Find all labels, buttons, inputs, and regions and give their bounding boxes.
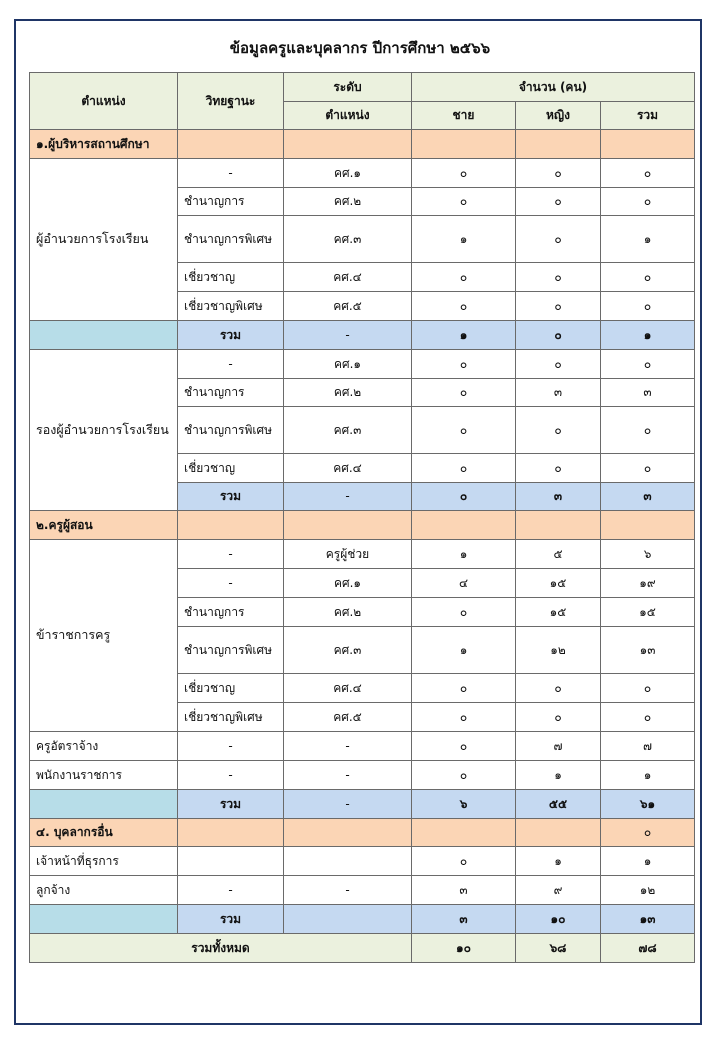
header-position: ตำแหน่ง <box>30 73 178 130</box>
male-cell: ๔ <box>412 569 516 598</box>
male-cell: ๐ <box>412 350 516 379</box>
total-cell: ๑ <box>601 847 695 876</box>
level-cell: - <box>284 321 412 350</box>
table-row <box>30 847 695 876</box>
table-row <box>30 761 695 790</box>
section-row <box>30 130 695 159</box>
level-cell: คศ.๔ <box>284 674 412 703</box>
male-cell: ๐ <box>412 732 516 761</box>
position-cell: ครูอัตราจ้าง <box>30 732 178 761</box>
table-row <box>30 159 695 188</box>
standing-cell: - <box>178 159 284 188</box>
female-cell: ๐ <box>516 350 601 379</box>
male-cell: ๐ <box>412 761 516 790</box>
male-cell: ๑ <box>412 216 516 263</box>
female-cell: ๓ <box>516 483 601 511</box>
header-level: ระดับ <box>284 73 412 102</box>
staff-table <box>29 72 695 963</box>
standing-cell: เชี่ยวชาญ <box>178 674 284 703</box>
blank-cell <box>30 905 178 934</box>
male-cell: ๐ <box>412 188 516 216</box>
female-cell: ๖๘ <box>516 934 601 963</box>
total-cell: ๐ <box>601 674 695 703</box>
level-cell: คศ.๕ <box>284 292 412 321</box>
standing-cell: - <box>178 350 284 379</box>
female-cell: ๑๕ <box>516 598 601 627</box>
group-label: รองผู้อำนวยการโรงเรียน <box>30 350 178 511</box>
total-cell: ๐ <box>601 188 695 216</box>
header-total: รวม <box>601 102 695 130</box>
section-title: ๑.ผู้บริหารสถานศึกษา <box>30 130 178 159</box>
female-cell: ๙ <box>516 876 601 905</box>
female-cell: ๕ <box>516 540 601 569</box>
grand-total-label: รวมทั้งหมด <box>30 934 412 963</box>
female-cell: ๗ <box>516 732 601 761</box>
header-count: จำนวน (คน) <box>412 73 695 102</box>
female-cell: ๑ <box>516 761 601 790</box>
total-cell: ๓ <box>601 379 695 407</box>
standing-cell: - <box>178 540 284 569</box>
female-cell: ๐ <box>516 674 601 703</box>
female-cell: ๑๒ <box>516 627 601 674</box>
female-cell: ๓ <box>516 379 601 407</box>
standing-cell: เชี่ยวชาญ <box>178 263 284 292</box>
female-cell: ๐ <box>516 216 601 263</box>
group-label: ผู้อำนวยการโรงเรียน <box>30 159 178 321</box>
subtotal-label: รวม <box>178 321 284 350</box>
total-cell: ๖๑ <box>601 790 695 819</box>
total-cell: ๑๙ <box>601 569 695 598</box>
male-cell: ๐ <box>412 292 516 321</box>
subtotal-label: รวม <box>178 905 284 934</box>
level-cell: - <box>284 876 412 905</box>
blank-cell <box>30 790 178 819</box>
standing-cell: - <box>178 761 284 790</box>
female-cell: ๐ <box>516 407 601 454</box>
standing-cell: ชำนาญการพิเศษ <box>178 627 284 674</box>
male-cell: ๐ <box>412 379 516 407</box>
standing-cell: ชำนาญการ <box>178 379 284 407</box>
grand-total-row <box>30 934 695 963</box>
total-cell: ๑๓ <box>601 905 695 934</box>
male-cell: ๐ <box>412 847 516 876</box>
position-cell: พนักงานราชการ <box>30 761 178 790</box>
header-level-sub: ตำแหน่ง <box>284 102 412 130</box>
group-label: ข้าราชการครู <box>30 540 178 732</box>
total-cell: ๑๓ <box>601 627 695 674</box>
total-cell: ๓ <box>601 483 695 511</box>
total-cell: ๗ <box>601 732 695 761</box>
female-cell: ๑๕ <box>516 569 601 598</box>
level-cell: คศ.๔ <box>284 454 412 483</box>
standing-cell: - <box>178 569 284 598</box>
female-cell: ๐ <box>516 703 601 732</box>
female-cell: ๐ <box>516 321 601 350</box>
male-cell: ๖ <box>412 790 516 819</box>
table-row <box>30 350 695 379</box>
level-cell: คศ.๒ <box>284 188 412 216</box>
standing-cell: เชี่ยวชาญ <box>178 454 284 483</box>
male-cell: ๐ <box>412 454 516 483</box>
total-cell: ๐ <box>601 454 695 483</box>
standing-cell: - <box>178 732 284 761</box>
total-cell: ๑ <box>601 321 695 350</box>
standing-cell: - <box>178 876 284 905</box>
male-cell: ๑ <box>412 540 516 569</box>
level-cell: คศ.๓ <box>284 627 412 674</box>
male-cell: ๐ <box>412 674 516 703</box>
level-cell: คศ.๓ <box>284 407 412 454</box>
position-cell: เจ้าหน้าที่ธุรการ <box>30 847 178 876</box>
level-cell: คศ.๒ <box>284 598 412 627</box>
female-cell: ๑๐ <box>516 905 601 934</box>
total-cell: ๐ <box>601 407 695 454</box>
male-cell: ๐ <box>412 703 516 732</box>
male-cell: ๐ <box>412 407 516 454</box>
level-cell: คศ.๕ <box>284 703 412 732</box>
level-cell: คศ.๓ <box>284 216 412 263</box>
total-cell: ๐ <box>601 263 695 292</box>
standing-cell: ชำนาญการพิเศษ <box>178 216 284 263</box>
total-cell: ๐ <box>601 703 695 732</box>
total-cell: ๑๕ <box>601 598 695 627</box>
subtotal-label: รวม <box>178 483 284 511</box>
blank-cell <box>30 321 178 350</box>
level-cell: - <box>284 483 412 511</box>
standing-cell: ชำนาญการ <box>178 598 284 627</box>
level-cell: คศ.๑ <box>284 350 412 379</box>
male-cell: ๓ <box>412 905 516 934</box>
total-cell: ๖ <box>601 540 695 569</box>
position-cell: ลูกจ้าง <box>30 876 178 905</box>
section-title: ๔. บุคลากรอื่น <box>30 819 178 847</box>
header-male: ชาย <box>412 102 516 130</box>
subtotal-row <box>30 321 695 350</box>
male-cell: ๐ <box>412 483 516 511</box>
total-cell: ๐ <box>601 292 695 321</box>
female-cell: ๐ <box>516 454 601 483</box>
section-row <box>30 511 695 540</box>
male-cell: ๐ <box>412 159 516 188</box>
table-row <box>30 876 695 905</box>
table-row <box>30 732 695 761</box>
level-cell: - <box>284 790 412 819</box>
male-cell: ๑๐ <box>412 934 516 963</box>
table-row <box>30 540 695 569</box>
level-cell: คศ.๔ <box>284 263 412 292</box>
male-cell: ๑ <box>412 321 516 350</box>
header-academic-standing: วิทยฐานะ <box>178 73 284 130</box>
subtotal-label: รวม <box>178 790 284 819</box>
female-cell: ๐ <box>516 159 601 188</box>
subtotal-row <box>30 790 695 819</box>
level-cell: ครูผู้ช่วย <box>284 540 412 569</box>
total-cell: ๑ <box>601 761 695 790</box>
female-cell: ๐ <box>516 263 601 292</box>
level-cell: - <box>284 732 412 761</box>
male-cell: ๑ <box>412 627 516 674</box>
page-title: ข้อมูลครูและบุคลากร ปีการศึกษา ๒๕๖๖ <box>229 39 491 57</box>
header-female: หญิง <box>516 102 601 130</box>
level-cell: คศ.๒ <box>284 379 412 407</box>
total-cell: ๐ <box>601 159 695 188</box>
male-cell: ๐ <box>412 598 516 627</box>
level-cell: - <box>284 761 412 790</box>
level-cell: คศ.๑ <box>284 159 412 188</box>
standing-cell: เชี่ยวชาญพิเศษ <box>178 703 284 732</box>
female-cell: ๑ <box>516 847 601 876</box>
female-cell: ๐ <box>516 292 601 321</box>
section-title: ๒.ครูผู้สอน <box>30 511 178 540</box>
male-cell: ๐ <box>412 263 516 292</box>
male-cell: ๓ <box>412 876 516 905</box>
total-cell: ๐ <box>601 819 695 847</box>
subtotal-row <box>30 905 695 934</box>
female-cell: ๕๕ <box>516 790 601 819</box>
standing-cell: ชำนาญการพิเศษ <box>178 407 284 454</box>
header-row <box>30 73 695 102</box>
total-cell: ๐ <box>601 350 695 379</box>
total-cell: ๗๘ <box>601 934 695 963</box>
standing-cell: ชำนาญการ <box>178 188 284 216</box>
standing-cell: เชี่ยวชาญพิเศษ <box>178 292 284 321</box>
female-cell: ๐ <box>516 188 601 216</box>
section-row <box>30 819 695 847</box>
level-cell: คศ.๑ <box>284 569 412 598</box>
total-cell: ๑ <box>601 216 695 263</box>
total-cell: ๑๒ <box>601 876 695 905</box>
